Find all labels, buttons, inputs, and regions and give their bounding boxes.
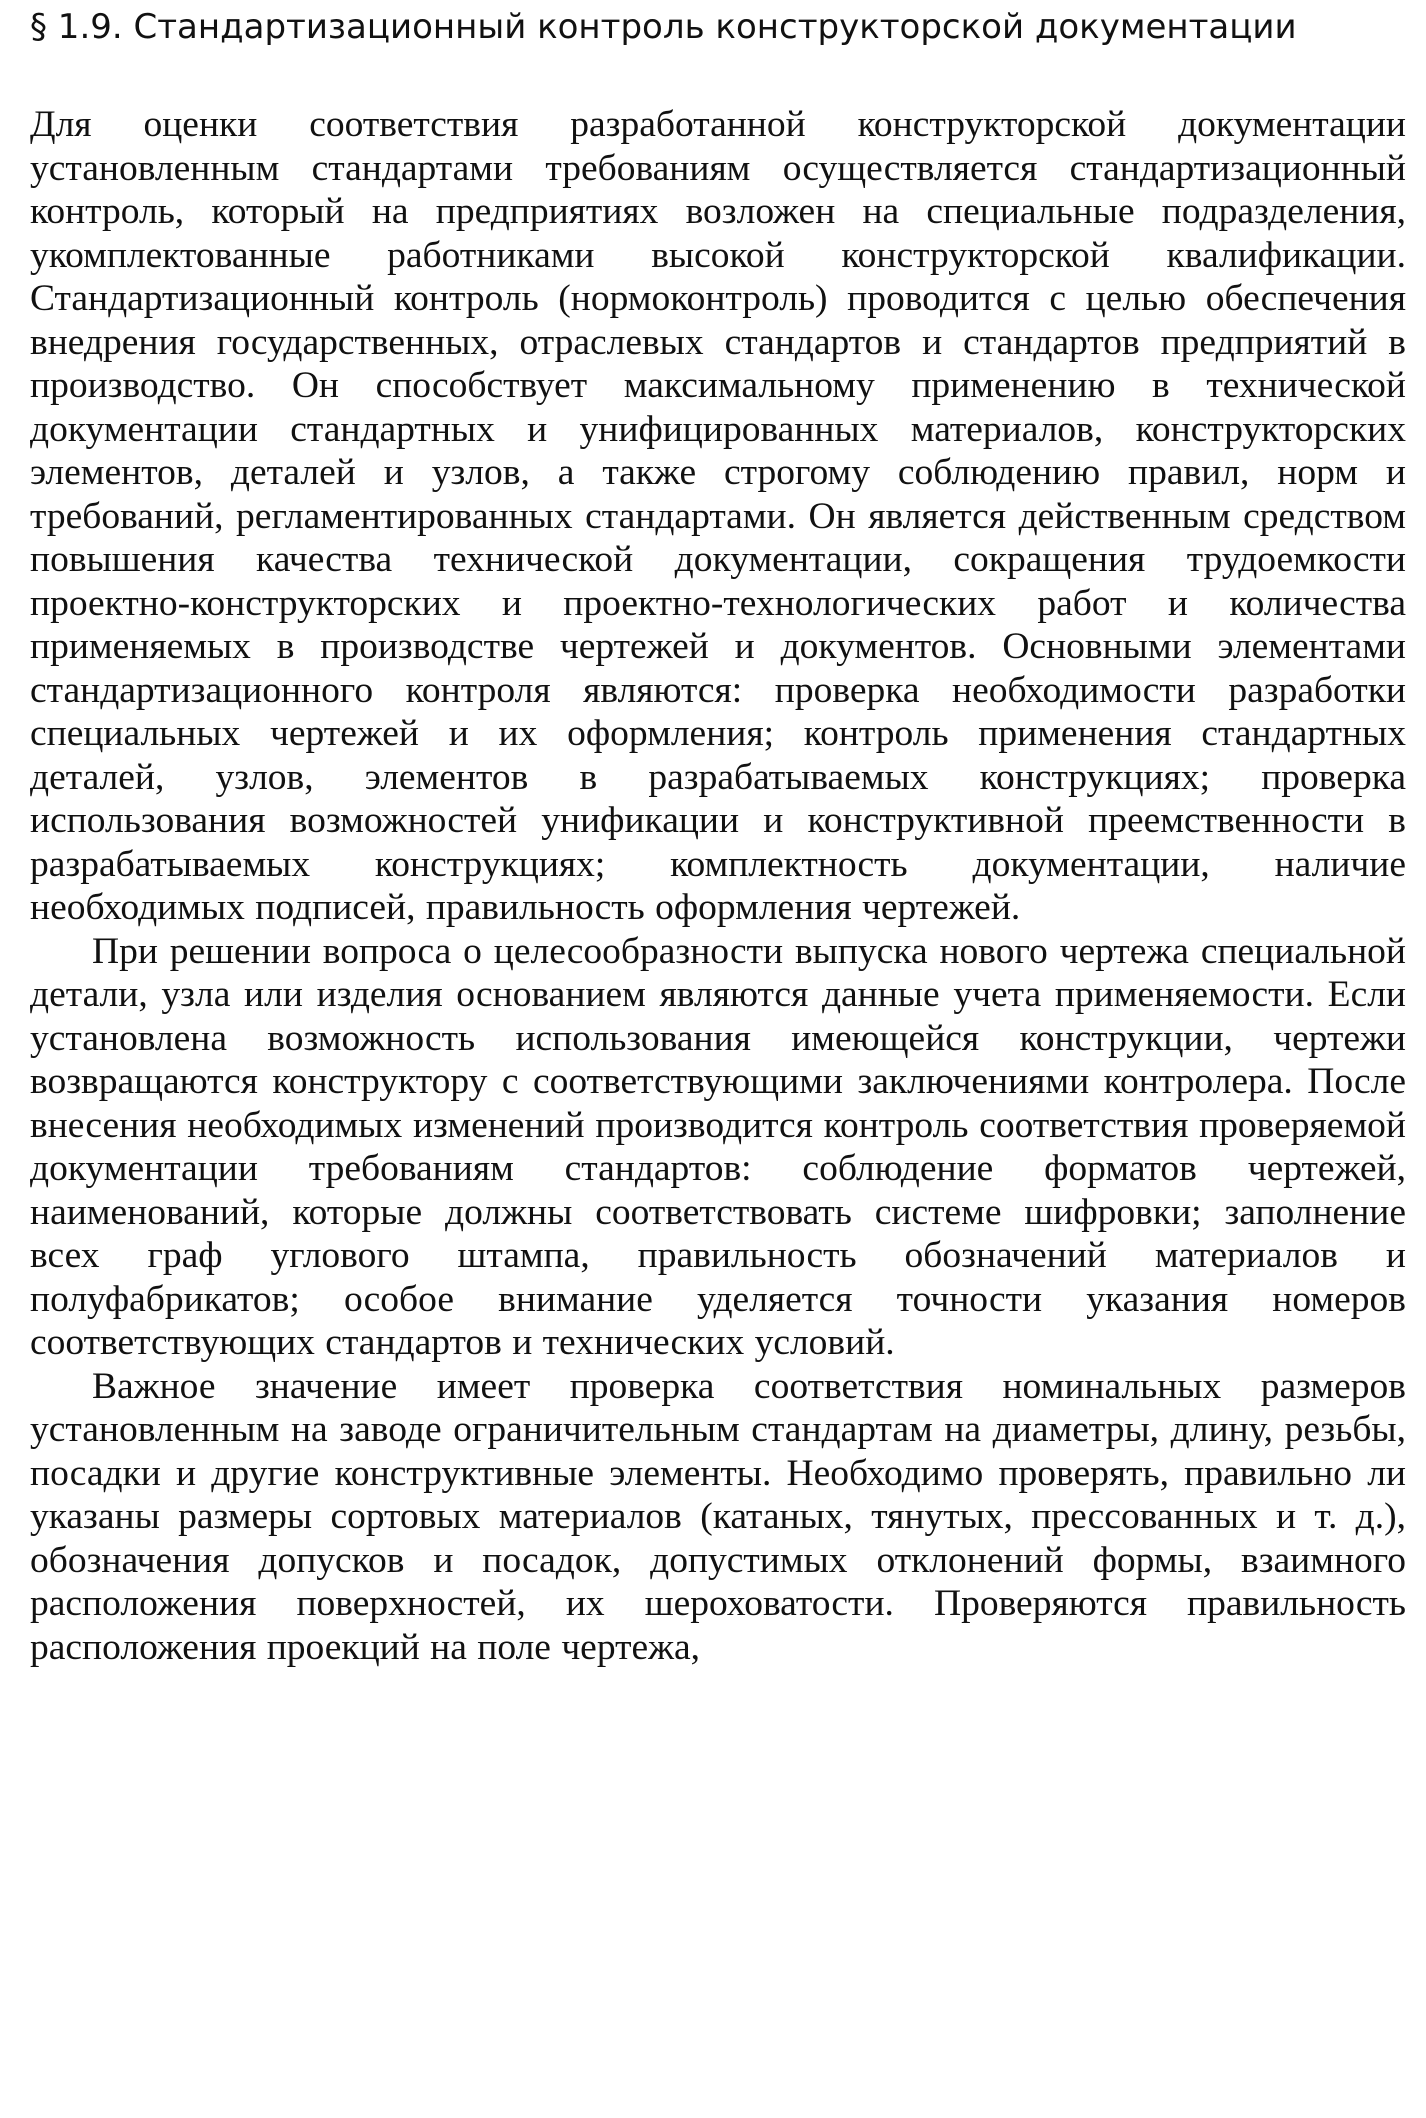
paragraph-2: При решении вопроса о целесообразности выпуска нового чертежа специальной детали, узла или изделия основанием являются данные учета применяемости. Если установлена возможность использования имеющейся конструкции, чертежи возвращаются конструктору с соответствующими заключениями контролера. После внесения необходимых изменений производится контроль соответствия проверяемой документации требованиям стандартов: соблюдение форматов чертежей, наименований, которые должны соответствовать системе шифровки; заполнение всех граф углового штампа, правильность обозначений материалов и полуфабрикатов; особое внимание уделяется точности указания номеров соответствующих стандартов и технических условий. xyxy=(30,930,1406,1363)
paragraph-3: Важное значение имеет проверка соответствия номинальных размеров установленным на заводе ограничительным стандартам на диаметры, длину, резьбы, посадки и другие конструктивные элементы. Необходимо проверять, правильно ли указаны размеры сортовых материалов (катаных, тянутых, прессованных и т. д.), обозначения допусков и посадок, допустимых отклонений формы, взаимного расположения поверхностей, их шероховатости. Проверяются правильность расположения проекций на поле чертежа, xyxy=(30,1365,1406,1668)
section-heading: § 1.9. Стандартизационный контроль конструкторской документации xyxy=(30,7,1297,47)
body-text xyxy=(30,103,1406,1669)
paragraph-1: Для оценки соответствия разработанной конструкторской документации установленным стандартами требованиям осуществляется стандартизационный контроль, который на предприятиях возложен на специальные подразделения, укомплектованные работниками высокой конструкторской квалификации. Стандартизационный контроль (нормоконтроль) проводится с целью обеспечения внедрения государственных, отраслевых стандартов и стандартов предприятий в производство. Он способствует максимальному применению в технической документации стандартных и унифицированных материалов, конструкторских элементов, деталей и узлов, а также строгому соблюдению правил, норм и требований, регламентированных стандартами. Он является действенным средством повышения качества технической документации, сокращения трудоемкости проектно-конструкторских и проектно-технологических работ и количества применяемых в производстве чертежей и документов. Основными элементами стандартизационного контроля являются: проверка необходимости разработки специальных чертежей и их оформления; контроль применения стандартных деталей, узлов, элементов в разрабатываемых конструкциях; проверка использования возможностей унификации и конструктивной преемственности в разрабатываемых конструкциях; комплектность документации, наличие необходимых подписей, правильность оформления чертежей. xyxy=(30,104,1406,928)
